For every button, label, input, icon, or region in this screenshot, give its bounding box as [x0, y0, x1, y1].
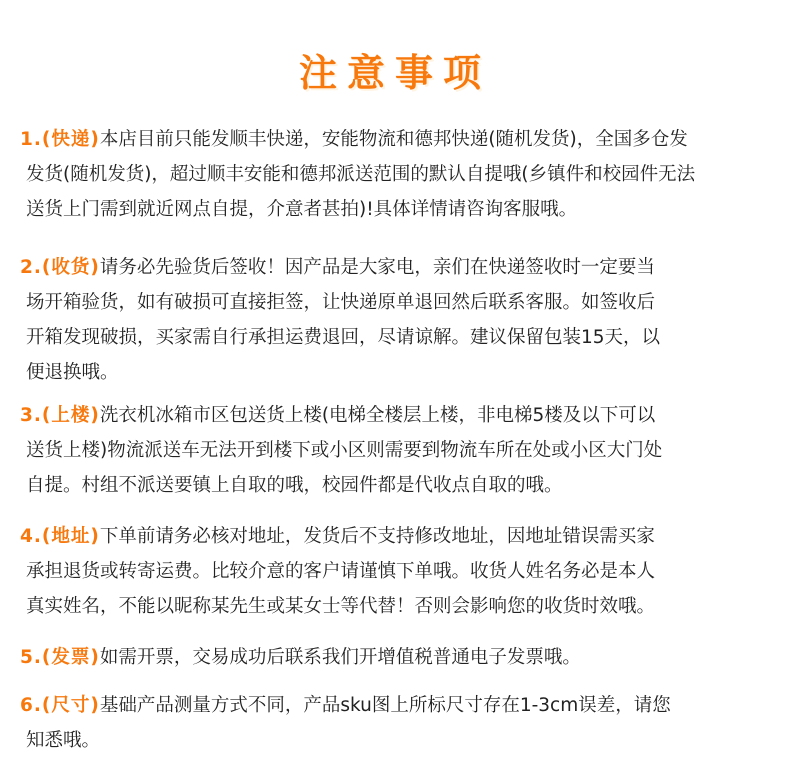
notice-text-line: 请务必先验货后签收！因产品是大家电，亲们在快递签收时一定要当	[99, 257, 655, 278]
notice-text-line: 洗衣机冰箱市区包送货上楼(电梯全楼层上楼，非电梯5楼及以下可以	[99, 405, 656, 426]
notice-text-line: 承担退货或转寄运费。比较介意的客户请谨慎下单哦。收货人姓名务必是本人	[26, 561, 656, 582]
notice-tag: 2.(收货)	[20, 257, 100, 278]
notice-size	[20, 688, 772, 758]
notice-text-line: 基础产品测量方式不同，产品sku图上所标尺寸存在1-3cm误差，请您	[99, 695, 671, 716]
notice-text-line: 场开箱验货，如有破损可直接拒签，让快递原单退回然后联系客服。如签收后	[26, 292, 656, 313]
notice-delivery	[20, 122, 772, 227]
notice-tag: 5.(发票)	[20, 647, 100, 668]
notice-upstairs	[20, 398, 772, 503]
notice-address	[20, 519, 772, 624]
page-title: 注意事项	[298, 51, 491, 95]
notice-tag: 4.(地址)	[20, 526, 100, 547]
notice-text-line: 便退换哦。	[26, 362, 119, 383]
notice-text-line: 自提。村组不派送要镇上自取的哦，校园件都是代收点自取的哦。	[26, 475, 563, 496]
notice-invoice	[20, 640, 772, 675]
notice-tag: 1.(快递)	[20, 129, 100, 150]
notice-text-line: 送货上楼)物流派送车无法开到楼下或小区则需要到物流车所在处或小区大门处	[26, 440, 663, 461]
notice-text-line: 发货(随机发货)，超过顺丰安能和德邦派送范围的默认自提哦(乡镇件和校园件无法	[26, 164, 696, 185]
notice-receiving	[20, 250, 772, 390]
notice-text-line: 知悉哦。	[26, 730, 101, 751]
notice-text-line: 开箱发现破损，买家需自行承担运费退回，尽请谅解。建议保留包装15天，以	[26, 327, 661, 348]
notice-text-line: 如需开票，交易成功后联系我们开增值税普通电子发票哦。	[99, 647, 581, 668]
notice-text-line: 真实姓名，不能以昵称某先生或某女士等代替！否则会影响您的收货时效哦。	[26, 596, 656, 617]
notice-tag: 6.(尺寸)	[20, 695, 100, 716]
notice-text-line: 送货上门需到就近网点自提，介意者甚拍)!具体详情请咨询客服哦。	[26, 199, 578, 220]
notice-text-line: 本店目前只能发顺丰快递，安能物流和德邦快递(随机发货)，全国多仓发	[99, 129, 688, 150]
notice-tag: 3.(上楼)	[20, 405, 100, 426]
notice-text-line: 下单前请务必核对地址，发货后不支持修改地址，因地址错误需买家	[99, 526, 655, 547]
